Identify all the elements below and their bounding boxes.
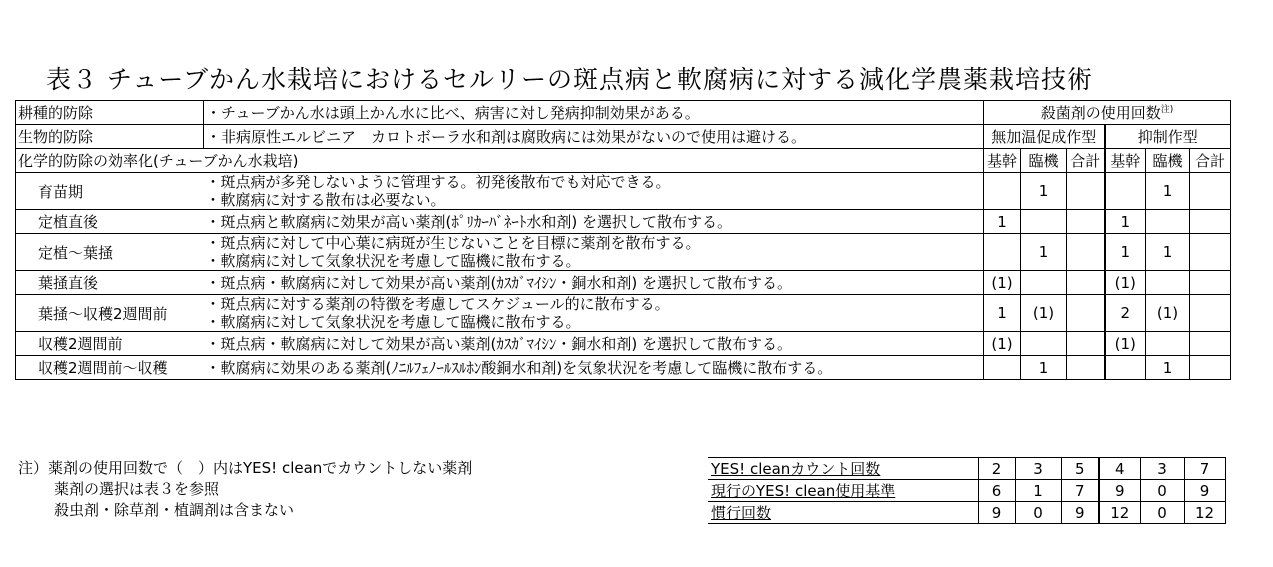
- stage-desc: ・斑点病に対する薬剤の特徴を考慮してスケジュール的に散布する。 ・軟腐病に対して気象状況を考慮して臨機に散布する。: [204, 295, 984, 332]
- value-cell: [1021, 271, 1067, 295]
- summary-label: 現行のYES! clean使用基準: [708, 480, 978, 502]
- summary-value: 2: [978, 458, 1015, 480]
- row-desc: ・チューブかん水は頭上かん水に比べ、病害に対し発病抑制効果がある。: [204, 101, 984, 125]
- value-cell: 1: [1021, 173, 1067, 210]
- value-cell: [1105, 173, 1146, 210]
- notes: [18, 458, 472, 521]
- stage-row: [16, 173, 1231, 210]
- stage-label: 定植～葉掻: [16, 234, 204, 271]
- summary-value: 7: [1061, 480, 1099, 502]
- value-cell: (1): [1146, 295, 1190, 332]
- value-cell: 1: [1105, 234, 1146, 271]
- value-cell: [1105, 356, 1146, 380]
- col-header: 臨機: [1146, 149, 1190, 173]
- stage-desc: ・斑点病が多発しないように管理する。初発後散布でも対応できる。 ・軟腐病に対する散布は必要ない。: [204, 173, 984, 210]
- value-cell: [1190, 234, 1231, 271]
- note-line: 注）薬剤の使用回数で（ ）内はYES! cleanでカウントしない薬剤: [18, 459, 473, 477]
- stage-desc: ・斑点病・軟腐病に対して効果が高い薬剤(ｶｽｶﾞﾏｲｼﾝ・銅水和剤) を選択して散布する。: [204, 332, 984, 356]
- page-title: 表３ チューブかん水栽培におけるセルリーの斑点病と軟腐病に対する減化学農薬栽培技術: [46, 65, 1093, 94]
- summary-value: 9: [1061, 502, 1099, 524]
- value-cell: [1146, 332, 1190, 356]
- value-cell: (1): [1105, 332, 1146, 356]
- stage-row: [16, 210, 1231, 234]
- value-cell: [1067, 295, 1105, 332]
- note-mark: 注): [1160, 105, 1174, 115]
- value-cell: [1067, 356, 1105, 380]
- col-header: 臨機: [1021, 149, 1067, 173]
- technique-table: [15, 100, 1231, 380]
- summary-value: 3: [1015, 458, 1061, 480]
- summary-value: 7: [1184, 458, 1225, 480]
- fungicide-count-header: 殺菌剤の使用回数$^{注)}$: [984, 101, 1231, 125]
- summary-value: 3: [1140, 458, 1184, 480]
- stage-row: [16, 271, 1231, 295]
- summary-label: YES! cleanカウント回数: [708, 458, 978, 480]
- row-label: 耕種的防除: [16, 101, 204, 125]
- value-cell: [1190, 271, 1231, 295]
- value-cell: [1067, 271, 1105, 295]
- stage-desc: ・斑点病と軟腐病に効果が高い薬剤(ﾎﾟﾘｶｰﾊﾞﾈｰﾄ水和剤) を選択して散布する。: [204, 210, 984, 234]
- row-label: 生物的防除: [16, 125, 204, 149]
- stage-desc: ・斑点病・軟腐病に対して効果が高い薬剤(ｶｽｶﾞﾏｲｼﾝ・銅水和剤) を選択して散布する。: [204, 271, 984, 295]
- summary-value: 1: [1015, 480, 1061, 502]
- value-cell: [1146, 210, 1190, 234]
- value-cell: 1: [984, 210, 1021, 234]
- value-cell: 2: [1105, 295, 1146, 332]
- value-cell: [1067, 173, 1105, 210]
- value-cell: [1021, 210, 1067, 234]
- value-cell: [1190, 173, 1231, 210]
- summary-value: 9: [1099, 480, 1140, 502]
- value-cell: [1190, 210, 1231, 234]
- stage-row: [16, 234, 1231, 271]
- summary-row: [708, 458, 1225, 480]
- stage-label: 収穫2週間前: [16, 332, 204, 356]
- value-cell: (1): [984, 271, 1021, 295]
- summary-row: [708, 480, 1225, 502]
- value-cell: [1190, 295, 1231, 332]
- value-cell: [984, 234, 1021, 271]
- summary-value: 9: [978, 502, 1015, 524]
- col-header: 基幹: [984, 149, 1021, 173]
- value-cell: [1190, 356, 1231, 380]
- note-line: 殺虫剤・除草剤・植調剤は含まない: [54, 501, 295, 519]
- value-cell: 1: [1021, 234, 1067, 271]
- stage-label: 葉掻～収穫2週間前: [16, 295, 204, 332]
- summary-value: 9: [1184, 480, 1225, 502]
- summary-value: 12: [1099, 502, 1140, 524]
- col-header: 合計: [1190, 149, 1231, 173]
- value-cell: (1): [984, 332, 1021, 356]
- summary-table: [708, 457, 1226, 524]
- row-label: 化学的防除の効率化(チューブかん水栽培): [16, 149, 984, 173]
- stage-row: [16, 332, 1231, 356]
- value-cell: [1021, 332, 1067, 356]
- stage-label: 葉掻直後: [16, 271, 204, 295]
- stage-row: [16, 356, 1231, 380]
- value-cell: [984, 356, 1021, 380]
- stage-row: [16, 295, 1231, 332]
- value-cell: 1: [984, 295, 1021, 332]
- value-cell: [1067, 210, 1105, 234]
- summary-label: 慣行回数: [708, 502, 978, 524]
- value-cell: [1190, 332, 1231, 356]
- value-cell: 1: [1146, 356, 1190, 380]
- value-cell: [1067, 332, 1105, 356]
- summary-value: 4: [1099, 458, 1140, 480]
- stage-desc: ・斑点病に対して中心葉に病斑が生じないことを目標に薬剤を散布する。 ・軟腐病に対して気象状況を考慮して臨機に散布する。: [204, 234, 984, 271]
- summary-value: 6: [978, 480, 1015, 502]
- note-line: 薬剤の選択は表３を参照: [54, 480, 220, 498]
- value-cell: (1): [1105, 271, 1146, 295]
- summary-row: [708, 502, 1225, 524]
- stage-desc: ・軟腐病に効果のある薬剤(ﾉﾆﾙﾌｪﾉｰﾙｽﾙﾎﾝ酸銅水和剤)を気象状況を考慮して臨機に散布する。: [204, 356, 984, 380]
- value-cell: 1: [1021, 356, 1067, 380]
- value-cell: 1: [1146, 234, 1190, 271]
- type-a-header: 無加温促成作型: [984, 125, 1105, 149]
- col-header: 基幹: [1105, 149, 1146, 173]
- value-cell: [1146, 271, 1190, 295]
- value-cell: 1: [1105, 210, 1146, 234]
- summary-value: 0: [1015, 502, 1061, 524]
- value-cell: 1: [1146, 173, 1190, 210]
- stage-label: 定植直後: [16, 210, 204, 234]
- stage-label: 収穫2週間前～収穫: [16, 356, 204, 380]
- value-cell: [1067, 234, 1105, 271]
- col-header: 合計: [1067, 149, 1105, 173]
- type-b-header: 抑制作型: [1105, 125, 1231, 149]
- summary-value: 5: [1061, 458, 1099, 480]
- summary-value: 0: [1140, 480, 1184, 502]
- row-desc: ・非病原性エルビニア カロトボーラ水和剤は腐敗病には効果がないので使用は避ける。: [204, 125, 984, 149]
- summary-value: 12: [1184, 502, 1225, 524]
- summary-value: 0: [1140, 502, 1184, 524]
- value-cell: (1): [1021, 295, 1067, 332]
- value-cell: [984, 173, 1021, 210]
- stage-label: 育苗期: [16, 173, 204, 210]
